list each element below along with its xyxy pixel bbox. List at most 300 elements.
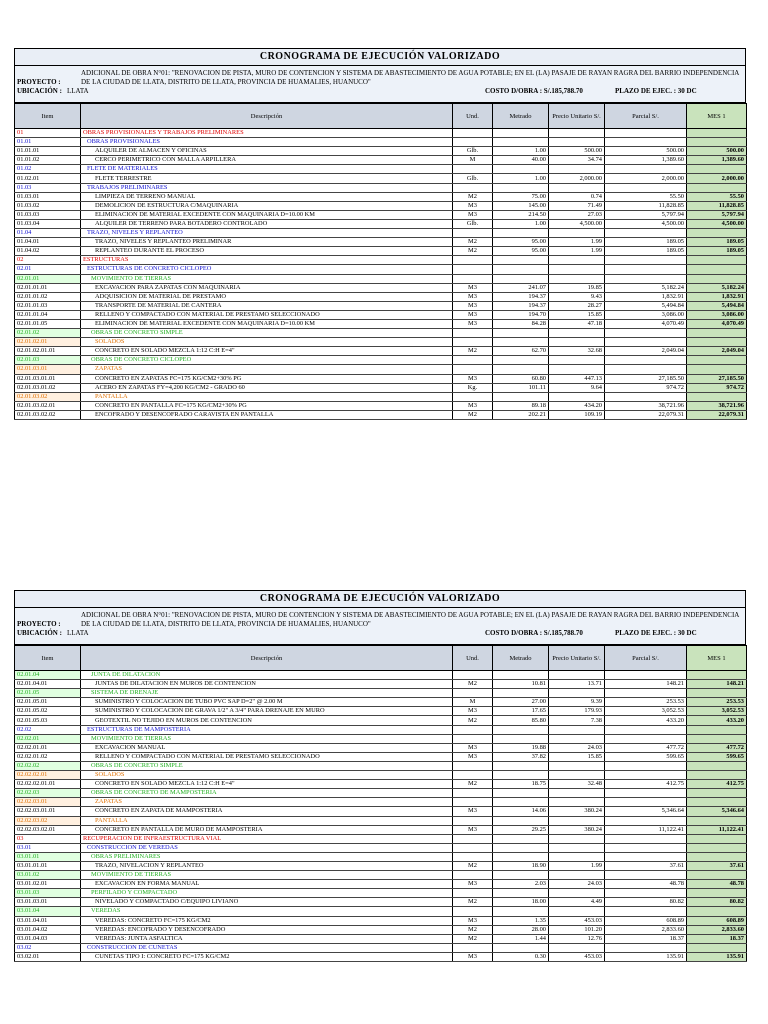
row-unit-price: 380.24 bbox=[549, 807, 605, 816]
row-item-code: 03 bbox=[15, 834, 81, 843]
row-item-code: 03.01.04.03 bbox=[15, 934, 81, 943]
table-row bbox=[15, 301, 747, 310]
column-header-unit: Und. bbox=[453, 646, 493, 671]
project-label: PROYECTO : bbox=[17, 620, 61, 628]
column-header-quantity: Metrado bbox=[493, 646, 549, 671]
row-month-1 bbox=[687, 907, 747, 916]
row-unit: M3 bbox=[453, 201, 493, 210]
row-description: GEOTEXTIL NO TEJIDO EN MUROS DE CONTENCION bbox=[81, 716, 453, 725]
row-description: ACERO EN ZAPATAS FY=4,200 KG/CM2 - GRADO 60 bbox=[81, 383, 453, 392]
row-partial: 189.05 bbox=[605, 247, 687, 256]
row-unit-price: 27.03 bbox=[549, 210, 605, 219]
row-item-code: 01.02 bbox=[15, 165, 81, 174]
table-row bbox=[15, 365, 747, 374]
row-partial bbox=[605, 852, 687, 861]
row-description: EXCAVACION MANUAL bbox=[81, 743, 453, 752]
table-row bbox=[15, 680, 747, 689]
row-item-code: 01.02.01 bbox=[15, 174, 81, 183]
row-partial bbox=[605, 689, 687, 698]
row-partial: 48.78 bbox=[605, 880, 687, 889]
row-unit-price: 179.93 bbox=[549, 707, 605, 716]
project-label: PROYECTO : bbox=[17, 78, 61, 86]
row-unit-price: 1.99 bbox=[549, 238, 605, 247]
row-description: CONCRETO EN SOLADO MEZCLA 1:12 C:H E=4" bbox=[81, 780, 453, 789]
table-row bbox=[15, 156, 747, 165]
row-description: SOLADOS bbox=[81, 338, 453, 347]
column-header-month-1: MES 1 bbox=[687, 646, 747, 671]
row-description: JUNTA DE DILATACION bbox=[81, 671, 453, 680]
row-unit: M3 bbox=[453, 283, 493, 292]
row-quantity: 1.35 bbox=[493, 916, 549, 925]
table-row bbox=[15, 410, 747, 419]
row-quantity bbox=[493, 907, 549, 916]
row-quantity: 1.44 bbox=[493, 934, 549, 943]
row-month-1: 22,079.31 bbox=[687, 410, 747, 419]
table-row bbox=[15, 798, 747, 807]
row-description: ADQUISICION DE MATERIAL DE PRESTAMO bbox=[81, 292, 453, 301]
row-unit-price: 15.85 bbox=[549, 310, 605, 319]
row-item-code: 02.01.03.02.01 bbox=[15, 401, 81, 410]
row-description: CONSTRUCCION DE CUNETAS bbox=[81, 943, 453, 952]
row-quantity: 28.00 bbox=[493, 925, 549, 934]
row-quantity: 75.00 bbox=[493, 192, 549, 201]
row-unit: M2 bbox=[453, 347, 493, 356]
row-item-code: 03.02.01 bbox=[15, 952, 81, 961]
row-unit bbox=[453, 798, 493, 807]
row-unit bbox=[453, 771, 493, 780]
row-unit-price: 447.13 bbox=[549, 374, 605, 383]
row-item-code: 02.01.03.01.01 bbox=[15, 374, 81, 383]
row-item-code: 02.02.03 bbox=[15, 789, 81, 798]
row-description: VEREDAS: CONCRETO FC=175 KG/CM2 bbox=[81, 916, 453, 925]
row-month-1: 135.91 bbox=[687, 952, 747, 961]
row-unit-price bbox=[549, 798, 605, 807]
location-label: UBICACIÓN : bbox=[17, 87, 62, 95]
row-description: SUMINISTRO Y COLOCACION DE GRAVA 1/2" A 3/4" PARA DRENAJE EN MURO bbox=[81, 707, 453, 716]
row-quantity bbox=[493, 365, 549, 374]
row-item-code: 02.01.05.03 bbox=[15, 716, 81, 725]
row-item-code: 02.02.02.01.01 bbox=[15, 780, 81, 789]
row-unit bbox=[453, 689, 493, 698]
row-month-1 bbox=[687, 843, 747, 852]
schedule-table bbox=[14, 645, 747, 962]
project-info bbox=[15, 608, 745, 644]
row-quantity bbox=[493, 943, 549, 952]
table-row bbox=[15, 707, 747, 716]
row-partial bbox=[605, 183, 687, 192]
row-description: PANTALLA bbox=[81, 392, 453, 401]
row-month-1 bbox=[687, 129, 747, 138]
row-item-code: 02 bbox=[15, 256, 81, 265]
column-header-quantity: Metrado bbox=[493, 104, 549, 129]
row-quantity bbox=[493, 265, 549, 274]
row-partial: 55.50 bbox=[605, 192, 687, 201]
row-quantity: 62.70 bbox=[493, 347, 549, 356]
row-partial: 500.00 bbox=[605, 147, 687, 156]
table-row bbox=[15, 401, 747, 410]
row-quantity bbox=[493, 734, 549, 743]
row-unit-price: 101.20 bbox=[549, 925, 605, 934]
row-unit-price bbox=[549, 265, 605, 274]
row-unit-price bbox=[549, 852, 605, 861]
row-month-1: 253.53 bbox=[687, 698, 747, 707]
row-item-code: 02.01.03 bbox=[15, 356, 81, 365]
row-unit-price: 434.20 bbox=[549, 401, 605, 410]
project-description: ADICIONAL DE OBRA N°01: "RENOVACION DE PISTA, MURO DE CONTENCION Y SISTEMA DE ABASTECIMIENTO DE AGUA POTABLE; EN EL (LA) PASAJE DE RAYAN RAGRA DEL BARRIO INDEPENDENCIA DE LA CIUDAD DE LLATA, DISTRITO DE LLATA, PROVINCIA DE HUAMALIES, HUANUCO" bbox=[81, 611, 739, 628]
row-item-code: 03.01.01.01 bbox=[15, 861, 81, 870]
row-month-1: 55.50 bbox=[687, 192, 747, 201]
row-unit-price: 32.48 bbox=[549, 780, 605, 789]
row-description: CONSTRUCCION DE VEREDAS bbox=[81, 843, 453, 852]
row-quantity: 194.37 bbox=[493, 292, 549, 301]
table-row bbox=[15, 238, 747, 247]
table-row bbox=[15, 165, 747, 174]
row-item-code: 01.03.02 bbox=[15, 201, 81, 210]
row-item-code: 03.01.03.01 bbox=[15, 898, 81, 907]
row-unit-price: 47.18 bbox=[549, 319, 605, 328]
row-month-1 bbox=[687, 852, 747, 861]
table-row bbox=[15, 147, 747, 156]
row-month-1: 80.82 bbox=[687, 898, 747, 907]
table-body bbox=[15, 129, 747, 420]
table-row bbox=[15, 771, 747, 780]
location-label: UBICACIÓN : bbox=[17, 629, 62, 637]
row-unit-price bbox=[549, 165, 605, 174]
table-row bbox=[15, 247, 747, 256]
row-month-1: 11,828.85 bbox=[687, 201, 747, 210]
row-partial bbox=[605, 907, 687, 916]
row-unit-price: 19.85 bbox=[549, 283, 605, 292]
table-row bbox=[15, 319, 747, 328]
table-row bbox=[15, 934, 747, 943]
row-item-code: 03.01.02 bbox=[15, 871, 81, 880]
location-value: LLATA bbox=[67, 629, 89, 637]
table-row bbox=[15, 219, 747, 228]
row-unit: M2 bbox=[453, 934, 493, 943]
row-description: ZAPATAS bbox=[81, 365, 453, 374]
table-row bbox=[15, 898, 747, 907]
row-description: FLETE DE MATERIALES bbox=[81, 165, 453, 174]
table-row bbox=[15, 689, 747, 698]
row-partial: 5,346.64 bbox=[605, 807, 687, 816]
row-item-code: 02.01.03.01.02 bbox=[15, 383, 81, 392]
row-description: RECUPERACION DE INFRAESTRUCTURA VIAL bbox=[81, 834, 453, 843]
row-description: EXCAVACION EN FORMA MANUAL bbox=[81, 880, 453, 889]
row-item-code: 01.03 bbox=[15, 183, 81, 192]
row-quantity: 214.50 bbox=[493, 210, 549, 219]
row-item-code: 02.01.03.01 bbox=[15, 365, 81, 374]
row-unit-price: 4.49 bbox=[549, 898, 605, 907]
row-quantity bbox=[493, 229, 549, 238]
row-partial bbox=[605, 871, 687, 880]
row-month-1 bbox=[687, 871, 747, 880]
row-description: DEMOLICION DE ESTRUCTURA C/MAQUINARIA bbox=[81, 201, 453, 210]
row-quantity: 29.25 bbox=[493, 825, 549, 834]
row-quantity bbox=[493, 671, 549, 680]
row-month-1: 4,070.49 bbox=[687, 319, 747, 328]
row-item-code: 01.01.01 bbox=[15, 147, 81, 156]
row-unit: M2 bbox=[453, 238, 493, 247]
row-month-1 bbox=[687, 274, 747, 283]
row-partial bbox=[605, 789, 687, 798]
table-row bbox=[15, 292, 747, 301]
row-partial bbox=[605, 725, 687, 734]
table-row bbox=[15, 138, 747, 147]
row-item-code: 01.01.02 bbox=[15, 156, 81, 165]
row-unit: M3 bbox=[453, 310, 493, 319]
row-item-code: 02.01.02 bbox=[15, 329, 81, 338]
row-quantity bbox=[493, 871, 549, 880]
row-month-1: 189.05 bbox=[687, 247, 747, 256]
row-item-code: 03.01.02.01 bbox=[15, 880, 81, 889]
table-row bbox=[15, 374, 747, 383]
table-row bbox=[15, 889, 747, 898]
row-month-1: 1,389.60 bbox=[687, 156, 747, 165]
row-item-code: 02.02.03.02 bbox=[15, 816, 81, 825]
row-quantity: 18.90 bbox=[493, 861, 549, 870]
row-unit: M3 bbox=[453, 752, 493, 761]
row-month-1 bbox=[687, 798, 747, 807]
table-row bbox=[15, 383, 747, 392]
row-partial bbox=[605, 265, 687, 274]
row-description: ESTRUCTURAS DE CONCRETO CICLOPEO bbox=[81, 265, 453, 274]
row-quantity bbox=[493, 725, 549, 734]
row-unit-price bbox=[549, 356, 605, 365]
row-partial bbox=[605, 365, 687, 374]
row-item-code: 02.02 bbox=[15, 725, 81, 734]
row-month-1: 5,797.94 bbox=[687, 210, 747, 219]
row-partial bbox=[605, 274, 687, 283]
row-description: CONCRETO EN PANTALLA FC=175 KG/CM2+30% PG bbox=[81, 401, 453, 410]
row-month-1 bbox=[687, 771, 747, 780]
row-unit-price: 2,000.00 bbox=[549, 174, 605, 183]
row-description: OBRAS DE CONCRETO SIMPLE bbox=[81, 329, 453, 338]
row-item-code: 01.04 bbox=[15, 229, 81, 238]
row-quantity: 1.00 bbox=[493, 174, 549, 183]
row-month-1: 18.37 bbox=[687, 934, 747, 943]
row-item-code: 01.04.02 bbox=[15, 247, 81, 256]
row-month-1: 148.21 bbox=[687, 680, 747, 689]
row-unit bbox=[453, 834, 493, 843]
row-partial: 22,079.31 bbox=[605, 410, 687, 419]
table-row bbox=[15, 907, 747, 916]
row-unit-price bbox=[549, 761, 605, 770]
row-partial: 18.37 bbox=[605, 934, 687, 943]
total-cost: COSTO D/OBRA : S/.185,788.70 bbox=[485, 629, 583, 637]
row-partial bbox=[605, 138, 687, 147]
row-quantity: 37.82 bbox=[493, 752, 549, 761]
column-header-description: Descripción bbox=[81, 646, 453, 671]
row-item-code: 02.02.02.01 bbox=[15, 771, 81, 780]
table-row bbox=[15, 880, 747, 889]
row-item-code: 01.03.03 bbox=[15, 210, 81, 219]
row-description: TRAZO, NIVELES Y REPLANTEO PRELIMINAR bbox=[81, 238, 453, 247]
project-description: ADICIONAL DE OBRA N°01: "RENOVACION DE PISTA, MURO DE CONTENCION Y SISTEMA DE ABASTECIMIENTO DE AGUA POTABLE; EN EL (LA) PASAJE DE RAYAN RAGRA DEL BARRIO INDEPENDENCIA DE LA CIUDAD DE LLATA, DISTRITO DE LLATA, PROVINCIA DE HUAMALIES, HUANUCO" bbox=[81, 69, 739, 86]
row-month-1: 2,000.00 bbox=[687, 174, 747, 183]
document-title: CRONOGRAMA DE EJECUCIÓN VALORIZADO bbox=[15, 49, 745, 66]
row-quantity bbox=[493, 129, 549, 138]
row-quantity bbox=[493, 689, 549, 698]
row-item-code: 02.01.05.02 bbox=[15, 707, 81, 716]
row-unit: M2 bbox=[453, 780, 493, 789]
row-month-1: 3,052.53 bbox=[687, 707, 747, 716]
row-unit bbox=[453, 338, 493, 347]
row-unit: M2 bbox=[453, 192, 493, 201]
row-unit bbox=[453, 871, 493, 880]
row-unit: Kg. bbox=[453, 383, 493, 392]
row-month-1: 599.65 bbox=[687, 752, 747, 761]
row-item-code: 03.01 bbox=[15, 843, 81, 852]
table-row bbox=[15, 843, 747, 852]
row-unit-price: 9.39 bbox=[549, 698, 605, 707]
row-unit-price: 7.38 bbox=[549, 716, 605, 725]
row-unit: M3 bbox=[453, 916, 493, 925]
row-unit-price bbox=[549, 671, 605, 680]
row-partial: 189.05 bbox=[605, 238, 687, 247]
row-unit-price bbox=[549, 365, 605, 374]
row-month-1: 3,086.00 bbox=[687, 310, 747, 319]
row-description: TRAZO, NIVELES Y REPLANTEO bbox=[81, 229, 453, 238]
row-unit-price: 32.68 bbox=[549, 347, 605, 356]
row-partial: 2,833.60 bbox=[605, 925, 687, 934]
row-description: ESTRUCTURAS DE MAMPOSTERIA bbox=[81, 725, 453, 734]
row-partial: 3,086.00 bbox=[605, 310, 687, 319]
row-description: ZAPATAS bbox=[81, 798, 453, 807]
row-quantity: 1.00 bbox=[493, 219, 549, 228]
row-unit-price bbox=[549, 338, 605, 347]
row-month-1 bbox=[687, 671, 747, 680]
row-partial: 477.72 bbox=[605, 743, 687, 752]
row-partial bbox=[605, 943, 687, 952]
table-row bbox=[15, 852, 747, 861]
row-quantity: 19.88 bbox=[493, 743, 549, 752]
row-partial: 608.89 bbox=[605, 916, 687, 925]
table-row bbox=[15, 392, 747, 401]
row-description: ESTRUCTURAS bbox=[81, 256, 453, 265]
row-month-1: 48.78 bbox=[687, 880, 747, 889]
row-month-1: 5,182.24 bbox=[687, 283, 747, 292]
row-unit-price bbox=[549, 274, 605, 283]
row-partial: 4,500.00 bbox=[605, 219, 687, 228]
row-month-1 bbox=[687, 329, 747, 338]
row-item-code: 02.01.01.03 bbox=[15, 301, 81, 310]
row-unit: M bbox=[453, 698, 493, 707]
row-description: OBRAS DE CONCRETO SIMPLE bbox=[81, 761, 453, 770]
row-description: TRAZO, NIVELACION Y REPLANTEO bbox=[81, 861, 453, 870]
row-description: TRANSPORTE DE MATERIAL DE CANTERA bbox=[81, 301, 453, 310]
row-unit bbox=[453, 356, 493, 365]
project-info bbox=[15, 66, 745, 102]
row-quantity bbox=[493, 889, 549, 898]
row-quantity: 1.00 bbox=[493, 147, 549, 156]
row-unit: Glb. bbox=[453, 219, 493, 228]
row-unit: M3 bbox=[453, 880, 493, 889]
row-quantity: 85.80 bbox=[493, 716, 549, 725]
row-unit bbox=[453, 229, 493, 238]
row-unit bbox=[453, 274, 493, 283]
row-unit-price: 4,500.00 bbox=[549, 219, 605, 228]
row-unit-price: 13.71 bbox=[549, 680, 605, 689]
row-unit-price: 500.00 bbox=[549, 147, 605, 156]
row-month-1 bbox=[687, 229, 747, 238]
document-header bbox=[14, 48, 746, 103]
row-description: OBRAS PROVISIONALES bbox=[81, 138, 453, 147]
row-unit-price: 12.76 bbox=[549, 934, 605, 943]
table-row bbox=[15, 925, 747, 934]
row-description: RELLENO Y COMPACTADO CON MATERIAL DE PRESTAMO SELECCIONADO bbox=[81, 752, 453, 761]
row-partial: 5,182.24 bbox=[605, 283, 687, 292]
row-unit-price: 453.03 bbox=[549, 952, 605, 961]
row-item-code: 03.01.04.02 bbox=[15, 925, 81, 934]
table-row bbox=[15, 183, 747, 192]
row-description: VEREDAS: JUNTA ASFALTICA bbox=[81, 934, 453, 943]
row-unit: M3 bbox=[453, 825, 493, 834]
row-month-1: 5,494.84 bbox=[687, 301, 747, 310]
row-quantity: 95.00 bbox=[493, 238, 549, 247]
row-item-code: 03.01.04.01 bbox=[15, 916, 81, 925]
table-row bbox=[15, 347, 747, 356]
row-unit: M3 bbox=[453, 210, 493, 219]
row-partial bbox=[605, 834, 687, 843]
row-partial: 5,494.84 bbox=[605, 301, 687, 310]
row-item-code: 02.02.03.01 bbox=[15, 798, 81, 807]
row-partial bbox=[605, 338, 687, 347]
table-row bbox=[15, 752, 747, 761]
table-row bbox=[15, 192, 747, 201]
row-description: CONCRETO EN ZAPATAS FC=175 KG/CM2+30% PG bbox=[81, 374, 453, 383]
row-quantity bbox=[493, 256, 549, 265]
row-item-code: 02.01.05.01 bbox=[15, 698, 81, 707]
row-partial: 3,052.53 bbox=[605, 707, 687, 716]
row-description: CUNETAS TIPO I: CONCRETO FC=175 KG/CM2 bbox=[81, 952, 453, 961]
row-item-code: 03.01.01 bbox=[15, 852, 81, 861]
schedule-sheet-1 bbox=[14, 48, 746, 420]
table-row bbox=[15, 356, 747, 365]
row-month-1 bbox=[687, 889, 747, 898]
row-month-1: 189.05 bbox=[687, 238, 747, 247]
row-partial: 1,832.91 bbox=[605, 292, 687, 301]
row-quantity: 10.81 bbox=[493, 680, 549, 689]
row-unit-price bbox=[549, 256, 605, 265]
row-description: TRABAJOS PRELIMINARES bbox=[81, 183, 453, 192]
row-unit bbox=[453, 165, 493, 174]
row-partial: 37.61 bbox=[605, 861, 687, 870]
row-unit: M3 bbox=[453, 319, 493, 328]
row-description: OBRAS PROVISIONALES Y TRABAJOS PRELIMINARES bbox=[81, 129, 453, 138]
row-month-1: 500.00 bbox=[687, 147, 747, 156]
row-quantity: 27.00 bbox=[493, 698, 549, 707]
row-description: VEREDAS: ENCOFRADO Y DESENCOFRADO bbox=[81, 925, 453, 934]
row-description: CERCO PERIMETRICO CON MALLA ARPILLERA bbox=[81, 156, 453, 165]
row-quantity bbox=[493, 771, 549, 780]
row-description: ALQUILER DE ALMACEN Y OFICINAS bbox=[81, 147, 453, 156]
execution-term: PLAZO DE EJEC. : 30 DC bbox=[615, 629, 697, 637]
row-unit-price bbox=[549, 843, 605, 852]
row-quantity: 18.75 bbox=[493, 780, 549, 789]
row-unit-price: 9.43 bbox=[549, 292, 605, 301]
row-item-code: 02.01.01.05 bbox=[15, 319, 81, 328]
row-month-1 bbox=[687, 165, 747, 174]
row-unit-price: 15.85 bbox=[549, 752, 605, 761]
row-quantity bbox=[493, 816, 549, 825]
document-header bbox=[14, 590, 746, 645]
row-description: RELLENO Y COMPACTADO CON MATERIAL DE PRESTAMO SELECCIONADO bbox=[81, 310, 453, 319]
table-row bbox=[15, 671, 747, 680]
row-quantity bbox=[493, 274, 549, 283]
row-description: ENCOFRADO Y DESENCOFRADO CARAVISTA EN PANTALLA bbox=[81, 410, 453, 419]
table-row bbox=[15, 310, 747, 319]
row-month-1 bbox=[687, 689, 747, 698]
